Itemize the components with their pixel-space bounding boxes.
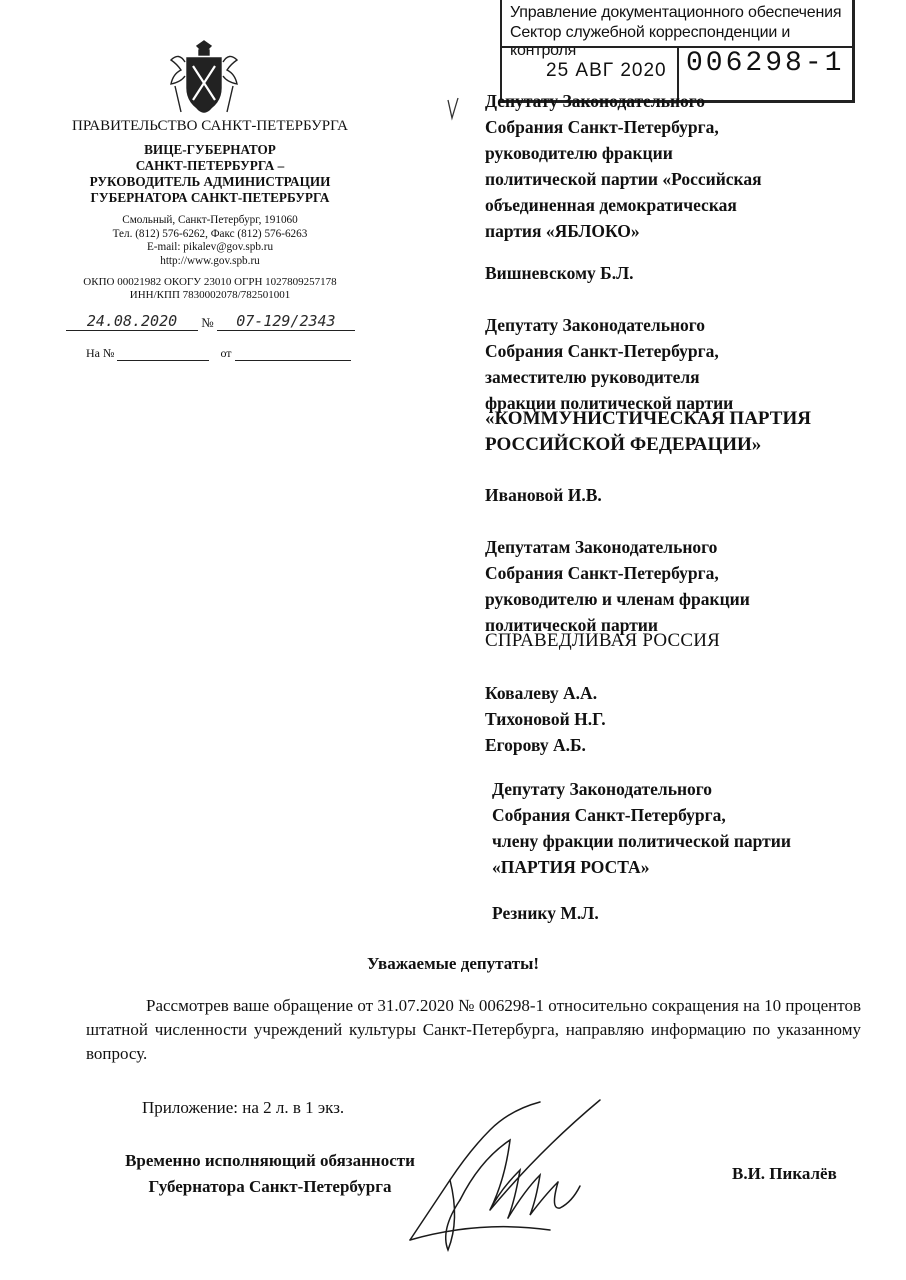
website-line: http://www.gov.spb.ru <box>160 254 260 267</box>
addressee-line: Ковалеву А.А. <box>485 683 598 703</box>
salutation: Уважаемые депутаты! <box>366 954 540 973</box>
addressee-names <box>485 680 885 758</box>
outgoing-number: 07-129/2343 <box>217 312 355 331</box>
addressee-line: Депутату Законодательного <box>485 315 706 335</box>
addressee-line: политической партии <box>485 615 658 635</box>
addressee-name: Ивановой И.В. <box>485 485 602 505</box>
addressee-line: Собрания Санкт-Петербурга, <box>485 117 719 137</box>
number-label: № <box>201 315 214 330</box>
letter-paragraph <box>86 994 861 1066</box>
addressee-line: партия «ЯБЛОКО» <box>485 221 640 241</box>
addressee-line: Собрания Санкт-Петербурга, <box>485 563 719 583</box>
email-line: E-mail: pikalev@gov.spb.ru <box>146 241 274 254</box>
position-line: ГУБЕРНАТОРА САНКТ-ПЕТЕРБУРГА <box>90 190 330 205</box>
stamp-number: 006298-1 <box>686 48 845 79</box>
addressee-name: Вишневскому Б.Л. <box>485 263 634 283</box>
addressee-yabloko <box>485 88 885 244</box>
reply-date-blank <box>235 348 351 361</box>
addressee-line: руководителю и членам фракции <box>485 589 750 609</box>
position-line: САНКТ-ПЕТЕРБУРГА – <box>135 158 285 173</box>
party-name-line: «КОММУНИСТИЧЕСКАЯ ПАРТИЯ <box>485 408 811 429</box>
addressee-line: Депутатам Законодательного <box>485 537 718 557</box>
official-position <box>50 142 370 206</box>
signatory-name: В.И. Пикалёв <box>732 1164 837 1183</box>
attachment-note: Приложение: на 2 л. в 1 экз. <box>142 1098 345 1117</box>
addressee-name: Резнику М.Л. <box>492 903 599 923</box>
party-name-line: СПРАВЕДЛИВАЯ РОССИЯ <box>485 630 721 651</box>
outgoing-date: 24.08.2020 <box>66 312 198 331</box>
addressee-line: объединенная демократическая <box>485 195 737 215</box>
government-name: ПРАВИТЕЛЬСТВО САНКТ-ПЕТЕРБУРГА <box>72 118 348 134</box>
checkmark-icon <box>446 96 460 122</box>
coat-of-arms-icon <box>167 40 241 118</box>
addressee-line: Егорову А.Б. <box>485 735 586 755</box>
registration-codes <box>50 276 370 303</box>
addressee-party-name <box>485 628 885 654</box>
contact-block <box>50 214 370 268</box>
addressee-line: Собрания Санкт-Петербурга, <box>492 805 726 825</box>
stamp-sector: Сектор служебной корреспонденции и контроля <box>510 24 791 59</box>
addressee-line: заместителю руководителя <box>485 367 700 387</box>
stamp-department: Управление документационного обеспечения <box>510 4 842 21</box>
position-line: Временно исполняющий обязанности <box>125 1151 415 1170</box>
addressee-line: Собрания Санкт-Петербурга, <box>485 341 719 361</box>
handwritten-signature <box>390 1090 620 1260</box>
reply-reference <box>86 346 351 361</box>
addressee-line: фракции политической партии <box>485 393 734 413</box>
addressee-line: члену фракции политической партии <box>492 831 791 851</box>
reply-label: На № <box>86 346 115 360</box>
addressee-line: руководителю фракции <box>485 143 673 163</box>
paragraph-text: Рассмотрев ваше обращение от 31.07.2020 № 006298-1 относительно сокращения на 10 процентов штатной численности учреждений культуры Санкт-Петербурга, направляю информацию по указанному вопросу. <box>86 996 861 1063</box>
addressee-rost <box>492 776 892 880</box>
from-label: от <box>220 346 232 360</box>
outgoing-reference <box>66 312 366 334</box>
position-line: Губернатора Санкт-Петербурга <box>148 1177 392 1196</box>
stamp-date: 25 АВГ 2020 <box>546 60 667 81</box>
codes-line: ОКПО 00021982 ОКОГУ 23010 ОГРН 1027809257178 <box>83 276 337 288</box>
addressee-kprf <box>485 312 885 416</box>
addressee-party-name <box>485 406 885 458</box>
addressee-line: «ПАРТИЯ РОСТА» <box>492 857 650 877</box>
reply-number-blank <box>117 348 209 361</box>
addressee-line: Депутату Законодательного <box>485 91 706 111</box>
position-line: ВИЦЕ-ГУБЕРНАТОР <box>144 142 276 157</box>
position-line: РУКОВОДИТЕЛЬ АДМИНИСТРАЦИИ <box>89 174 331 189</box>
party-name-line: РОССИЙСКОЙ ФЕДЕРАЦИИ» <box>485 434 762 455</box>
addressee-line: Депутату Законодательного <box>492 779 713 799</box>
addressee-sr <box>485 534 885 638</box>
codes-line: ИНН/КПП 7830002078/782501001 <box>129 289 291 302</box>
phone-line: Тел. (812) 576-6262, Факс (812) 576-6263 <box>112 227 308 240</box>
address-line: Смольный, Санкт-Петербург, 191060 <box>122 214 298 226</box>
addressee-line: Тихоновой Н.Г. <box>485 709 606 729</box>
addressee-line: политической партии «Российская <box>485 169 762 189</box>
